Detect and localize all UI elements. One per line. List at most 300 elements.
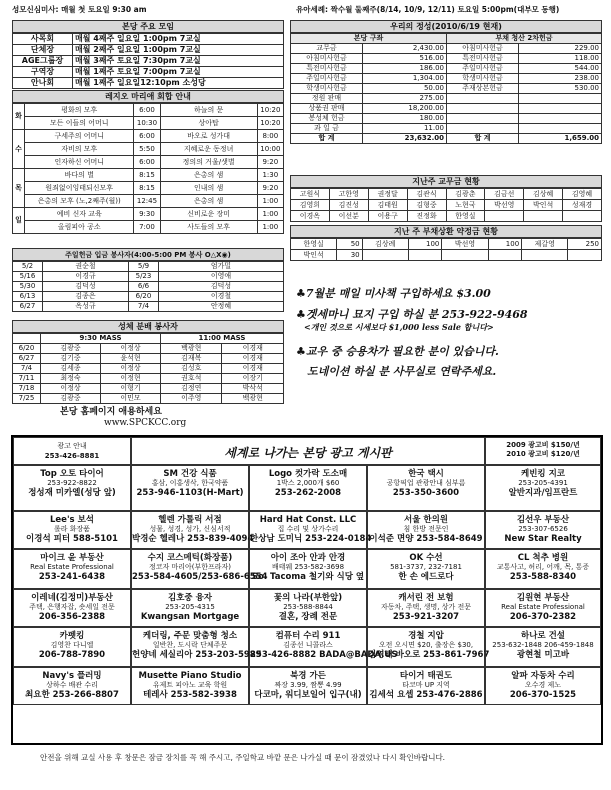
last-week-name: 박인석 <box>524 200 563 211</box>
altar-name: 김광중 <box>41 394 101 404</box>
notice-2: ♣겟세마니 묘지 구입 하실 분 253-922-9468 <box>296 308 528 321</box>
meeting-time: 매월 1째주 일요일12:10pm 소성당 <box>73 78 284 89</box>
legio-day: 일 <box>13 208 25 234</box>
ad-name: 김원현 부동산 <box>516 593 570 603</box>
altar-date: 7/25 <box>13 394 41 404</box>
status-row <box>291 64 602 74</box>
status-item: 과 일 금 <box>291 124 363 134</box>
ad-detail: 홍삼, 이홍생삭, 한국약품 <box>151 479 229 487</box>
sunday-date: 6/20 <box>129 292 159 302</box>
ad-contact: 알반지과/임프란트 <box>508 488 578 498</box>
debt-title: 지난 주 부채상환 약정금 현황 <box>290 225 602 238</box>
notice-5: 도네이션 하실 분 사무실로 연락주세요. <box>307 365 497 378</box>
ad-cell <box>13 667 131 705</box>
ad-cell <box>485 667 601 705</box>
status-total-left: 23,632.00 <box>363 134 447 144</box>
ad-contact: 253-584-4605/253-686-6554 <box>132 572 268 582</box>
last-week-name: 박선영 <box>485 200 524 211</box>
ad-price-2010: 2010 광고비 $120/년 <box>506 450 580 458</box>
meeting-name: 안나회 <box>13 78 73 89</box>
sunday-date: 6/6 <box>129 282 159 292</box>
debt-name: 박인석 <box>291 250 337 261</box>
ad-cell <box>131 549 268 589</box>
meeting-row <box>13 45 284 56</box>
legio-group-right: 은총의 샘 <box>160 195 257 208</box>
legio-group-right: 은총의 샘 <box>160 169 257 182</box>
altar-name: 김광중 <box>41 344 101 354</box>
sunday-name: 김덕성 <box>43 282 129 292</box>
altar-table <box>12 333 284 404</box>
status-title: 우리의 정성(2010/6/19 현재) <box>290 20 602 33</box>
status-total-label-2: 합 계 <box>447 134 519 144</box>
last-week-name: 성재경 <box>563 200 602 211</box>
status-subheader-row <box>291 34 602 44</box>
ad-detail: Real Estate Professional <box>30 563 114 571</box>
last-week-name: 김금선 <box>485 189 524 200</box>
ad-cell <box>13 511 131 549</box>
ad-cell <box>367 589 485 627</box>
ad-detail: 김영찬 다니엘 <box>50 641 94 649</box>
ad-contact: 253-241-6438 <box>38 572 106 582</box>
debt-name: 한영실 <box>291 239 337 250</box>
status-row <box>291 84 602 94</box>
altar-name: 이민모 <box>100 394 160 404</box>
ad-contact: 206-356-2388 <box>38 612 106 622</box>
ad-contact: 테레사 253-582-3938 <box>143 690 237 700</box>
status-item: 특전미사헌금 <box>447 54 519 64</box>
last-week-name: 김광춘 <box>446 189 485 200</box>
ad-info-label: 광고 안내 <box>57 442 87 450</box>
legio-row <box>13 143 284 156</box>
legio-time-right: 1:00 <box>257 195 283 208</box>
sunday-date: 7/4 <box>129 302 159 312</box>
ad-detail: 253-307-6526 <box>518 525 568 533</box>
status-item: 아침미사헌금 <box>291 54 363 64</box>
altar-name: 이정상 <box>100 364 160 374</box>
ad-detail: 자동차, 주택, 생명, 상가 전문 <box>381 603 471 611</box>
debt-table <box>290 238 602 261</box>
altar-row <box>13 354 284 364</box>
last-week-row <box>291 200 602 211</box>
sunday-date: 5/2 <box>13 262 43 272</box>
ad-name: OK 수선 <box>409 553 443 563</box>
ad-cell <box>485 627 601 667</box>
sunday-name: 안정혜 <box>159 302 284 312</box>
ad-contact: New Star Realty <box>504 534 582 544</box>
legio-group-right: 바오로 성가대 <box>160 130 257 143</box>
last-week-name: 김영희 <box>291 200 330 211</box>
legio-row <box>13 182 284 195</box>
status-row <box>291 44 602 54</box>
altar-name: 김기중 <box>41 354 101 364</box>
last-week-table <box>290 188 602 222</box>
altar-name: 이정현 <box>100 374 160 384</box>
legio-group: 구세주의 어머니 <box>25 130 134 143</box>
ad-detail: 짜장 3.99, 짬뽕 4.99 <box>274 681 342 689</box>
ad-name: 카펫킹 <box>59 631 85 641</box>
ad-name: Logo 컷가락 도소매 <box>268 469 348 479</box>
status-item: 주일미사헌금 <box>291 74 363 84</box>
sunday-date: 5/23 <box>129 272 159 282</box>
status-item <box>447 124 519 134</box>
last-week-name: 이경옥 <box>291 211 330 222</box>
ad-detail: 253-588-8844 <box>283 603 333 611</box>
altar-header-row <box>13 334 284 344</box>
legio-time: 7:00 <box>134 221 160 234</box>
ad-cell <box>249 549 367 589</box>
meeting-row <box>13 78 284 89</box>
ad-detail: 253-205-4391 <box>518 479 568 487</box>
ad-name: 서울 한의원 <box>403 515 448 525</box>
ad-contact: 253-262-2008 <box>274 488 342 498</box>
sunday-name: 이경철 <box>159 292 284 302</box>
legio-time-right: 10:00 <box>257 143 283 156</box>
ad-cell <box>249 465 367 511</box>
ad-board-title-box <box>131 437 485 465</box>
ad-contact: 253-350-3600 <box>392 488 460 498</box>
legio-group-right: 하늘의 문 <box>160 104 257 117</box>
homepage-text: 본당 홈페이지 애용하세요 <box>60 407 162 417</box>
ad-name: 캐서린 전 보험 <box>398 593 454 603</box>
ad-contact: 253-426-8882 BADA@BADA.US <box>250 650 398 660</box>
ad-name: 경철 지압 <box>408 631 444 641</box>
ad-contact: 한상남 도미닉 253-224-0184 <box>250 534 372 544</box>
ad-name: 알파 자동차 수리 <box>511 671 575 681</box>
sunday-date: 5/9 <box>129 262 159 272</box>
ad-name: 케더링, 주문 맞춤형 청소 <box>142 631 238 641</box>
status-amount: 180.00 <box>363 114 447 124</box>
sunday-date: 6/27 <box>13 302 43 312</box>
ad-contact: So. Tacoma 철기와 식당 옆 <box>251 572 365 582</box>
legio-group: 자비의 모후 <box>25 143 134 156</box>
debt-amount: 100 <box>408 239 442 250</box>
ad-name: 김호중 융자 <box>167 593 212 603</box>
ad-cell <box>131 667 249 705</box>
status-total-row <box>291 134 602 144</box>
ad-name: 꽃의 나라(부한앞) <box>273 593 343 603</box>
ad-contact: 다코마, 워디보일어 입구(내) <box>254 690 362 700</box>
legio-row <box>13 104 284 117</box>
altar-name: 최정숙 <box>41 374 101 384</box>
ad-cell <box>13 627 131 667</box>
ad-name: 하나로 건설 <box>520 631 565 641</box>
ad-price-box <box>485 437 601 465</box>
ad-contact: 헌양네 세실리아 253-203-5989 <box>132 650 262 660</box>
sunday-service-table <box>12 261 284 312</box>
altar-name: 이장기 <box>222 374 284 384</box>
last-week-row <box>291 189 602 200</box>
ad-cell <box>485 549 601 589</box>
legio-time: 6:00 <box>134 104 160 117</box>
status-amount: 530.00 <box>519 84 602 94</box>
legio-row <box>13 117 284 130</box>
meeting-time: 매월 2째주 일요일 1:00pm 7교실 <box>73 45 284 56</box>
status-amount: 516.00 <box>363 54 447 64</box>
ad-detail: 김종선 니콜라스 <box>283 641 333 649</box>
ad-cell <box>13 465 131 511</box>
legio-row <box>13 221 284 234</box>
debt-amount <box>408 250 442 261</box>
status-amount: 238.00 <box>519 74 602 84</box>
legio-group-right: 인내의 샘 <box>160 182 257 195</box>
altar-name: 권호석 <box>160 374 222 384</box>
legio-title: 레지오 마리애 회합 안내 <box>12 90 284 103</box>
debt-amount <box>488 250 522 261</box>
ad-cell <box>249 627 398 667</box>
meeting-row <box>13 56 284 67</box>
sunday-name: 옥성규 <box>43 302 129 312</box>
homepage-url[interactable]: www.SPCKCC.org <box>104 418 187 428</box>
sunday-name: 이경규 <box>43 272 129 282</box>
debt-amount: 30 <box>337 250 362 261</box>
ad-contact: 한 손 에드로다 <box>398 572 454 582</box>
ad-cell <box>13 589 131 627</box>
mass-note-left: 성모신심미사: 매월 첫 토요일 9:30 am <box>12 5 147 14</box>
last-week-name: 이선분 <box>329 211 368 222</box>
altar-title: 성체 분배 봉사자 <box>12 320 284 333</box>
last-week-row <box>291 211 602 222</box>
legio-group: 인자하신 어머니 <box>25 156 134 169</box>
sunday-name: 김덕성 <box>159 282 284 292</box>
status-amount: 229.00 <box>519 44 602 54</box>
ad-detail: 오전 오시면 $20, 출장은 $30, <box>378 641 474 649</box>
legio-group: 원죄없이잉태되신모후 <box>25 182 134 195</box>
last-week-name: 김진성 <box>329 200 368 211</box>
status-row <box>291 114 602 124</box>
ad-name: Hard Hat Const. LLC <box>259 515 357 525</box>
status-amount: 1,304.00 <box>363 74 447 84</box>
status-amount: 18,200.00 <box>363 104 447 114</box>
legio-time-right: 1:00 <box>257 221 283 234</box>
status-amount: 544.00 <box>519 64 602 74</box>
legio-group: 평화의 모후 <box>25 104 134 117</box>
status-row <box>291 104 602 114</box>
altar-name: 이주영 <box>160 394 222 404</box>
ad-cell <box>131 511 254 549</box>
ad-detail: 성물, 성경, 성가, 신심서적 <box>149 525 231 533</box>
ad-name: 마이크 윤 부동산 <box>40 553 104 563</box>
ad-contact: 이석준 면양 253-584-8649 <box>369 534 483 544</box>
ad-detail: 253-632-1848 206-459-1848 <box>492 641 594 649</box>
status-table <box>290 33 602 144</box>
ad-cell <box>367 549 485 589</box>
ad-contact: 박경순 헬레나 253-839-4094 <box>132 534 254 544</box>
ad-detail: 롤라 화장품 <box>53 525 91 533</box>
status-item <box>447 114 519 124</box>
altar-row <box>13 384 284 394</box>
debt-section <box>290 225 602 261</box>
altar-date: 6/27 <box>13 354 41 364</box>
last-week-name <box>524 211 563 222</box>
ad-name: 김선우 부동산 <box>516 515 570 525</box>
last-week-name: 권정달 <box>368 189 407 200</box>
status-amount: 50.00 <box>363 84 447 94</box>
legio-row <box>13 208 284 221</box>
ad-detail: 침 한방 전문인 <box>403 525 449 533</box>
status-amount: 2,430.00 <box>363 44 447 54</box>
altar-section <box>12 320 284 404</box>
ad-name: Navy's 플러밍 <box>42 671 102 681</box>
status-item: 교무금 <box>291 44 363 54</box>
altar-name: 박삭석 <box>222 384 284 394</box>
legio-row <box>13 130 284 143</box>
debt-amount <box>568 250 602 261</box>
meetings-title: 본당 주요 모임 <box>12 20 284 33</box>
sunday-service-section <box>12 248 284 312</box>
ad-detail: 일반찬, 도시락 단체주문 <box>152 641 228 649</box>
legio-group: 예비 신자 교육 <box>25 208 134 221</box>
sunday-row <box>13 292 284 302</box>
ad-cell <box>249 589 367 627</box>
ad-name: SM 건강 식품 <box>163 469 217 479</box>
ad-cell <box>131 465 249 511</box>
legio-group-right: 정의의 거울/샛별 <box>160 156 257 169</box>
legio-time: 6:00 <box>134 156 160 169</box>
status-total-label: 합 계 <box>291 134 363 144</box>
legio-time-right: 9:20 <box>257 182 283 195</box>
legio-group-right: 상아탑 <box>160 117 257 130</box>
ad-contact: Kwangsan Mortgage <box>140 612 240 622</box>
legio-row <box>13 195 284 208</box>
meeting-name: 사목회 <box>13 34 73 45</box>
status-item: 특전미사헌금 <box>291 64 363 74</box>
debt-name <box>362 250 408 261</box>
ad-cell <box>485 589 601 627</box>
altar-name: 김세종 <box>41 364 101 374</box>
debt-name <box>442 250 488 261</box>
altar-name: 백광현 <box>222 394 284 404</box>
last-week-name: 이용구 <box>368 211 407 222</box>
meetings-table <box>12 33 284 89</box>
last-week-section <box>290 175 602 222</box>
footer-note: 안전을 위해 교실 사용 후 창문은 잠금 장치를 꼭 해 주시고, 주일학교 바깥 문은 나가실 때 문이 잠겼었나 다시 확인바랍니다. <box>40 753 446 762</box>
status-row <box>291 74 602 84</box>
status-section <box>290 20 602 144</box>
sunday-row <box>13 272 284 282</box>
status-item: 상품권 판매 <box>291 104 363 114</box>
ad-detail: 집 수리 및 상가수리 <box>277 525 339 533</box>
status-item: 학생미사헌금 <box>447 74 519 84</box>
meeting-name: AGE그룹장 <box>13 56 73 67</box>
legio-time-right: 8:00 <box>257 130 283 143</box>
legio-time-right: 10:20 <box>257 104 283 117</box>
meeting-time: 매월 1째주 토요일 7:00pm 7교실 <box>73 67 284 78</box>
ad-contact: 정성재 미카엘(성당 앞) <box>28 488 116 498</box>
legio-time: 6:00 <box>134 130 160 143</box>
ad-cell <box>367 627 490 667</box>
altar-name: 김정연 <box>160 384 222 394</box>
ad-contact: 김영배 바오로 253-861-7967 <box>368 650 490 660</box>
legio-time-right: 1:30 <box>257 169 283 182</box>
ad-detail: 공항픽업 관광안내 심부름 <box>386 479 466 487</box>
legio-group-right: 신비로운 장미 <box>160 208 257 221</box>
meeting-row <box>13 34 284 45</box>
status-sub-left: 본당 구좌 <box>291 34 447 44</box>
legio-time-right: 9:20 <box>257 156 283 169</box>
sunday-name: 이영애 <box>159 272 284 282</box>
last-week-name: 김형중 <box>407 200 446 211</box>
ad-name: CL 척추 병원 <box>517 553 569 563</box>
altar-name: 이형기 <box>100 384 160 394</box>
ad-cell <box>367 667 485 705</box>
status-item: 주일미사헌금 <box>447 64 519 74</box>
ad-cell <box>485 465 601 511</box>
sunday-row <box>13 262 284 272</box>
debt-amount: 50 <box>337 239 362 250</box>
altar-name: 김재복 <box>160 354 222 364</box>
debt-amount: 250 <box>568 239 602 250</box>
debt-name <box>522 250 568 261</box>
last-week-title: 지난주 교무금 현황 <box>290 175 602 188</box>
altar-name: 이경재 <box>222 354 284 364</box>
meeting-name: 단체장 <box>13 45 73 56</box>
ad-detail: 253-922-8822 <box>47 479 97 487</box>
legio-day: 화 <box>13 104 25 130</box>
ad-contact: 결혼, 장례 전문 <box>278 612 338 622</box>
meetings-section <box>12 20 284 89</box>
debt-name: 제갈영 <box>522 239 568 250</box>
meeting-time: 매월 4째주 일요일 1:00pm 7교실 <box>73 34 284 45</box>
ad-cell <box>485 511 601 549</box>
ad-detail: 253-205-4315 <box>165 603 215 611</box>
ad-board-title: 세계로 나가는 본당 광고 게시판 <box>224 446 392 460</box>
altar-row <box>13 374 284 384</box>
ad-name: 북경 가든 <box>290 671 326 681</box>
ad-info-left <box>13 437 131 465</box>
ad-detail: 581-3737, 232-7181 <box>390 563 462 571</box>
last-week-name: 김영혜 <box>563 189 602 200</box>
sunday-name: 엄가밀 <box>159 262 284 272</box>
legio-group: 은총의 모후 (노,2째주(월)) <box>25 195 134 208</box>
altar-name: 김성호 <box>160 364 222 374</box>
sunday-row <box>13 302 284 312</box>
last-week-name: 한영실 <box>446 211 485 222</box>
last-week-name <box>485 211 524 222</box>
notice-4: ♣교우 중 승용차가 필요한 분이 있습니다. <box>296 345 499 358</box>
ad-board <box>11 435 603 745</box>
altar-date: 7/18 <box>13 384 41 394</box>
ad-name: Musette Piano Studio <box>138 671 242 681</box>
legio-time: 12:45 <box>134 195 160 208</box>
last-week-name: 고원식 <box>291 189 330 200</box>
altar-row <box>13 394 284 404</box>
ad-name: 헬렌 가톨릭 서점 <box>158 515 222 525</box>
altar-name: 백광현 <box>160 344 222 354</box>
sunday-name: 김종은 <box>43 292 129 302</box>
status-amount <box>519 114 602 124</box>
status-amount <box>519 94 602 104</box>
legio-table <box>12 103 284 234</box>
legio-group: 모든 이들의 어머니 <box>25 117 134 130</box>
ad-cell <box>131 589 249 627</box>
ad-name: Lee's 보석 <box>50 515 94 525</box>
ad-info-phone: 253-426-8881 <box>44 452 100 460</box>
ad-contact: 광현철 미고바 <box>516 650 570 660</box>
ad-contact: 206-370-2382 <box>509 612 577 622</box>
legio-time-right: 1:00 <box>257 208 283 221</box>
altar-name: 윤석현 <box>100 354 160 364</box>
ad-detail: 유제트 피아노 교육 학원 <box>152 681 228 689</box>
ad-name: 타이거 태권도 <box>399 671 453 681</box>
ad-name: 한국 택시 <box>408 469 444 479</box>
legio-time: 8:15 <box>134 182 160 195</box>
status-amount <box>519 124 602 134</box>
ad-detail: 타코마 UP 지역 <box>402 681 450 689</box>
status-item: 주재상본헌금 <box>447 84 519 94</box>
status-item: 정원 판매 <box>291 94 363 104</box>
ad-name: 케빈킹 지코 <box>520 469 565 479</box>
ad-detail: 오수경 제노 <box>524 681 562 689</box>
